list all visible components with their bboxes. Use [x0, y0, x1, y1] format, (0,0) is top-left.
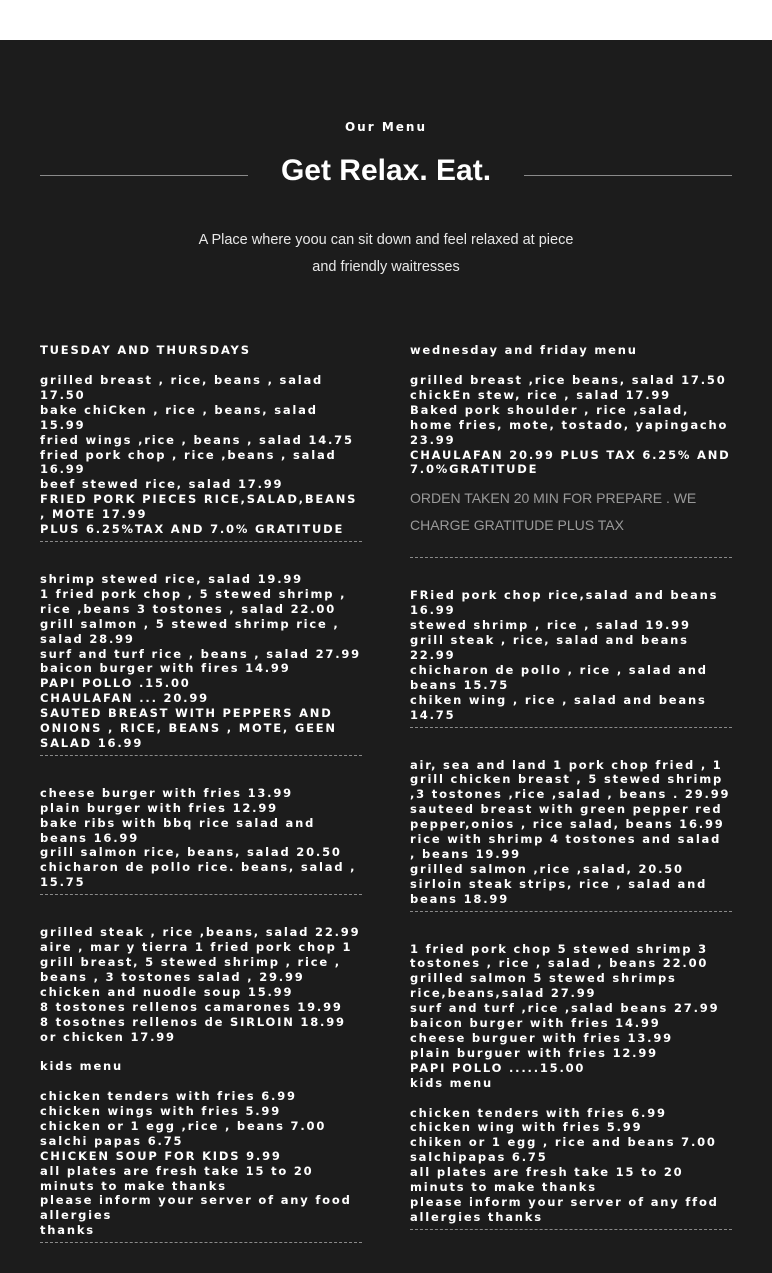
menu-item: fried wings ,rice , beans , salad 14.75 [40, 432, 354, 447]
top-white-bar [0, 0, 772, 40]
menu-item: surf and turf rice , beans , salad 27.99 [40, 646, 361, 661]
menu-item: plain burguer with fries 12.99 [410, 1045, 658, 1060]
menu-item: grill salmon , 5 stewed shrimp rice , salad 28.99 [40, 616, 340, 646]
menu-note: please inform your server of any food allergies [40, 1193, 352, 1223]
menu-item: 8 tostones rellenos camarones 19.99 [40, 999, 343, 1014]
menu-item: aire , mar y tierra 1 fried pork chop 1 grill breast, 5 stewed shrimp , rice , beans , 3 tostones salad , 29.99 [40, 940, 353, 984]
menu-item: chicken wings with fries 5.99 [40, 1104, 282, 1119]
menu-item: FRied pork chop rice,salad and beans 16.99 [410, 588, 719, 618]
menu-item: grilled salmon ,rice ,salad, 20.50 [410, 861, 684, 876]
menu-item: fried pork chop , rice ,beans , salad 16.99 [40, 447, 337, 477]
kids-menu-heading: kids menu [410, 1075, 494, 1090]
menu-note: please inform your server of any ffod allergies thanks [410, 1194, 719, 1224]
menu-item: bake chiCken , rice , beans, salad 15.99 [40, 402, 318, 432]
menu-section [40, 572, 362, 756]
menu-item: baicon burger with fries 14.99 [410, 1016, 661, 1031]
menu-item: bake ribs with bbq rice salad and beans 16.99 [40, 815, 316, 845]
menu-item: beef stewed rice, salad 17.99 [40, 477, 284, 492]
menu-item: chicken tenders with fries 6.99 [40, 1089, 297, 1104]
menu-item: sirloin steak strips, rice , salad and beans 18.99 [410, 876, 708, 906]
menu-column-right [410, 343, 732, 1260]
menu-section [410, 758, 732, 912]
menu-item: shrimp stewed rice, salad 19.99 [40, 571, 303, 586]
menu-column-left [40, 343, 362, 1273]
menu-item: grill salmon rice, beans, salad 20.50 [40, 845, 342, 860]
menu-kicker: Our Menu [344, 120, 427, 134]
menu-item: FRIED PORK PIECES RICE,SALAD,BEANS , MOTE 17.99 [40, 492, 358, 522]
menu-title-block [40, 150, 732, 200]
menu-item: chicken wing with fries 5.99 [410, 1120, 643, 1135]
menu-section [40, 925, 362, 1243]
menu-item: salchipapas 6.75 [410, 1150, 548, 1165]
menu-item: grilled breast , rice, beans , salad 17.50 [40, 373, 324, 402]
menu-item: chiken or 1 egg , rice and beans 7.00 [410, 1135, 717, 1150]
menu-item: PLUS 6.25%TAX AND 7.0% GRATITUDE [40, 522, 345, 537]
menu-item: chickEn stew, rice , salad 17.99 [410, 387, 671, 402]
menu-item: grilled salmon 5 stewed shrimps rice,beans,salad 27.99 [410, 971, 677, 1001]
menu-item: chicken and nuodle soup 15.99 [40, 984, 294, 999]
menu-section [40, 343, 362, 542]
menu-item: cheese burger with fries 13.99 [40, 785, 293, 800]
menu-item: grill steak , rice, salad and beans 22.99 [410, 633, 689, 662]
menu-item: grilled steak , rice ,beans, salad 22.99 [40, 925, 361, 940]
menu-subtitle: A Place where yoou can sit down and feel relaxed at piece and friendly waitresses [198, 232, 574, 275]
menu-item: CHICKEN SOUP FOR KIDS 9.99 [40, 1148, 282, 1163]
menu-item: 1 fried pork chop 5 stewed shrimp 3 tostones , rice , salad , beans 22.00 [410, 941, 709, 971]
menu-item: CHAULAFAN 20.99 PLUS TAX 6.25% AND 7.0%GRATITUDE [410, 447, 731, 477]
menu-item: chicken tenders with fries 6.99 [410, 1105, 667, 1120]
menu-section [40, 786, 362, 895]
menu-item: rice with shrimp 4 tostones and salad , beans 19.99 [410, 832, 722, 861]
menu-note: thanks [40, 1223, 95, 1238]
menu-item: PAPI POLLO .....15.00 [410, 1060, 586, 1075]
spacer [40, 1044, 362, 1059]
spacer [40, 1074, 362, 1089]
menu-item: grilled breast ,rice beans, salad 17.50 [410, 373, 727, 387]
kids-menu-heading: kids menu [40, 1059, 124, 1074]
menu-item: chicken or 1 egg ,rice , beans 7.00 [40, 1118, 327, 1133]
menu-item: cheese burguer with fries 13.99 [410, 1031, 673, 1045]
page-title: Get Relax. Eat. [280, 154, 492, 187]
menu-day-heading: wednesday and friday menu [410, 343, 638, 357]
menu-note: all plates are fresh take 15 to 20 minuts to make thanks [410, 1165, 684, 1195]
menu-section [410, 343, 732, 558]
menu-item: salchi papas 6.75 [40, 1133, 184, 1148]
menu-item: PAPI POLLO .15.00 [40, 676, 191, 691]
menu-item: CHAULAFAN ... 20.99 [40, 691, 209, 706]
menu-item: Baked pork shoulder , rice ,salad, home fries, mote, tostado, yapingacho 23.99 [410, 402, 729, 447]
menu-item: 1 fried pork chop , 5 stewed shrimp , rice ,beans 3 tostones , salad 22.00 [40, 586, 347, 616]
order-note: ORDEN TAKEN 20 MIN FOR PREPARE . WE CHARGE GRATITUDE PLUS TAX [410, 490, 697, 534]
spacer [410, 1091, 732, 1106]
menu-item: SAUTED BREAST WITH PEPPERS AND ONIONS , RICE, BEANS , MOTE, GEEN SALAD 16.99 [40, 706, 337, 750]
menu-item: baicon burger with fires 14.99 [40, 661, 291, 676]
menu-item: air, sea and land 1 pork chop fried , 1 grill chicken breast , 5 stewed shrimp ,3 tostones ,rice ,salad , beans . 29.99 [410, 757, 731, 802]
menu-item: chiken wing , rice , salad and beans 14.75 [410, 692, 707, 722]
menu-item: sauteed breast with green pepper red pepper,onios , rice salad, beans 16.99 [410, 802, 725, 832]
menu-item: stewed shrimp , rice , salad 19.99 [410, 618, 691, 633]
menu-note: all plates are fresh take 15 to 20 minuts to make thanks [40, 1163, 314, 1193]
menu-section [410, 942, 732, 1230]
menu-section [410, 588, 732, 727]
menu-item: chicharon de pollo rice. beans, salad , 15.75 [40, 860, 357, 890]
menu-day-heading: TUESDAY AND THURSDAYS [40, 343, 251, 357]
menu-item: plain burger with fries 12.99 [40, 800, 278, 815]
menu-item: chicharon de pollo , rice , salad and beans 15.75 [410, 662, 708, 692]
title-divider-right [524, 175, 732, 176]
menu-item: surf and turf ,rice ,salad beans 27.99 [410, 1001, 720, 1016]
menu-item: 8 tosotnes rellenos de SIRLOIN 18.99 or chicken 17.99 [40, 1014, 346, 1044]
